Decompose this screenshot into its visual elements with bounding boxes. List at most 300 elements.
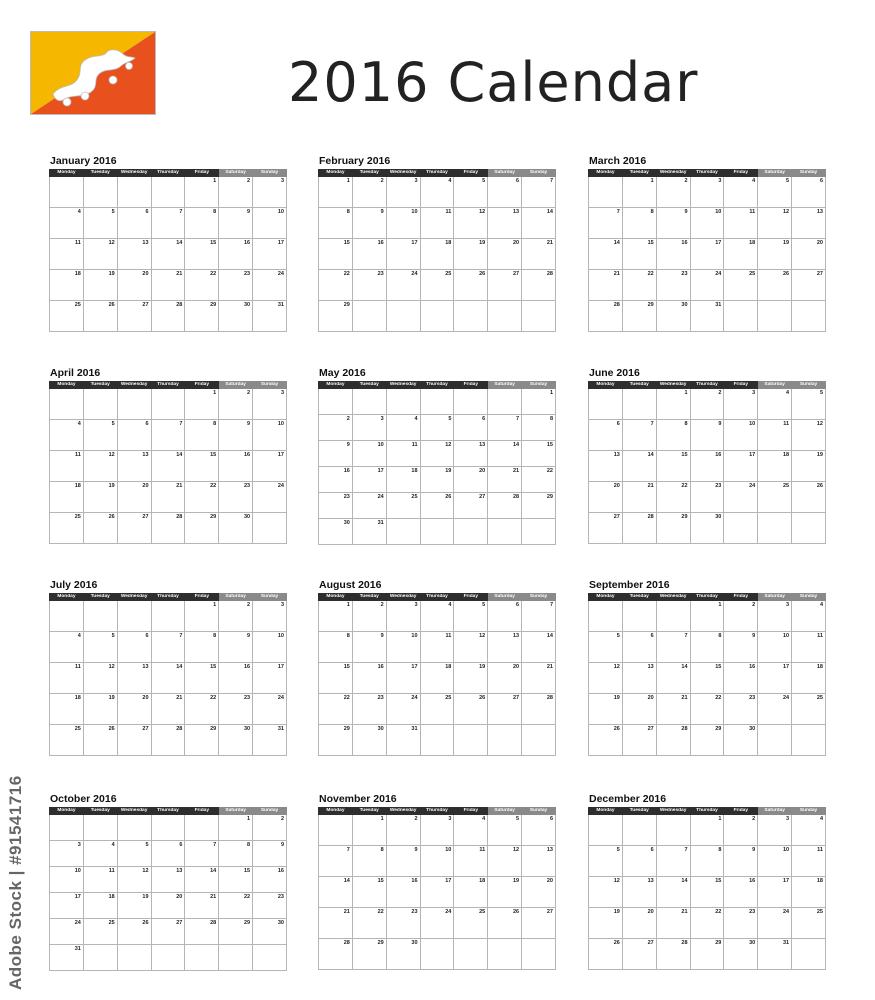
day-cell: 12 (488, 846, 522, 877)
day-cell: 25 (83, 919, 117, 945)
weekday-header: Wednesday (386, 594, 420, 601)
month-grid (588, 169, 826, 332)
day-cell: 27 (522, 908, 556, 939)
month-grid (318, 593, 556, 756)
month-grid (49, 807, 287, 971)
month-calendar (318, 367, 558, 545)
day-cell: 13 (117, 663, 151, 694)
day-cell: 28 (589, 301, 623, 332)
month-title: October 2016 (50, 793, 117, 805)
day-cell: 9 (724, 632, 758, 663)
day-cell: 16 (352, 239, 386, 270)
weekday-header: Thursday (690, 808, 724, 815)
day-cell: 8 (185, 208, 219, 239)
month-grid (49, 593, 287, 756)
weekday-header: Saturday (488, 170, 522, 177)
day-cell: 26 (117, 919, 151, 945)
day-cell: 15 (185, 239, 219, 270)
day-cell: 3 (758, 815, 792, 846)
day-cell (488, 939, 522, 970)
weekday-header: Thursday (151, 594, 185, 601)
weekday-header: Friday (185, 594, 219, 601)
bhutan-flag-icon (30, 31, 156, 115)
day-cell: 10 (253, 632, 287, 663)
day-cell: 31 (352, 519, 386, 545)
day-cell: 6 (454, 415, 488, 441)
day-cell: 25 (454, 908, 488, 939)
weekday-header: Thursday (690, 170, 724, 177)
day-cell (488, 725, 522, 756)
day-cell (386, 301, 420, 332)
day-cell: 25 (792, 694, 826, 725)
day-cell (386, 389, 420, 415)
day-cell: 25 (724, 270, 758, 301)
weekday-header: Sunday (253, 382, 287, 389)
day-cell: 26 (454, 270, 488, 301)
day-cell: 22 (622, 270, 656, 301)
day-cell: 17 (420, 877, 454, 908)
day-cell: 27 (488, 270, 522, 301)
day-cell: 2 (352, 601, 386, 632)
day-cell: 18 (50, 694, 84, 725)
day-cell: 10 (386, 208, 420, 239)
day-cell: 2 (690, 389, 724, 420)
day-cell: 11 (50, 663, 84, 694)
day-cell: 1 (185, 177, 219, 208)
day-cell: 20 (488, 663, 522, 694)
day-cell: 26 (758, 270, 792, 301)
weekday-header: Friday (185, 170, 219, 177)
day-cell: 27 (117, 301, 151, 332)
weekday-header: Friday (454, 170, 488, 177)
day-cell: 8 (656, 420, 690, 451)
day-cell: 14 (151, 239, 185, 270)
day-cell: 3 (724, 389, 758, 420)
day-cell: 26 (488, 908, 522, 939)
day-cell: 10 (253, 420, 287, 451)
day-cell: 15 (690, 877, 724, 908)
day-cell: 16 (386, 877, 420, 908)
weekday-header: Thursday (690, 594, 724, 601)
day-cell: 23 (352, 270, 386, 301)
day-cell: 4 (50, 208, 84, 239)
day-cell: 23 (724, 694, 758, 725)
day-cell: 2 (724, 601, 758, 632)
weekday-header: Wednesday (386, 170, 420, 177)
day-cell: 21 (319, 908, 353, 939)
day-cell: 10 (253, 208, 287, 239)
day-cell: 3 (253, 177, 287, 208)
day-cell: 2 (253, 815, 287, 841)
month-calendar (318, 155, 558, 332)
weekday-header: Thursday (420, 594, 454, 601)
day-cell (50, 177, 84, 208)
day-cell: 20 (151, 893, 185, 919)
day-cell: 29 (185, 301, 219, 332)
weekday-header: Thursday (151, 382, 185, 389)
watermark-text: Adobe Stock | #91541716 (6, 775, 25, 990)
day-cell: 12 (420, 441, 454, 467)
day-cell (792, 939, 826, 970)
day-cell: 23 (319, 493, 353, 519)
weekday-header: Saturday (758, 808, 792, 815)
day-cell: 18 (792, 877, 826, 908)
day-cell: 22 (690, 908, 724, 939)
day-cell: 15 (690, 663, 724, 694)
weekday-header: Sunday (792, 382, 826, 389)
weekday-header: Sunday (522, 382, 556, 389)
day-cell: 2 (319, 415, 353, 441)
day-cell (352, 301, 386, 332)
day-cell: 10 (386, 632, 420, 663)
weekday-header: Friday (724, 594, 758, 601)
day-cell: 29 (622, 301, 656, 332)
day-cell: 21 (589, 270, 623, 301)
day-cell (454, 301, 488, 332)
day-cell: 11 (50, 239, 84, 270)
day-cell: 24 (253, 482, 287, 513)
day-cell: 23 (724, 908, 758, 939)
month-calendar (49, 155, 289, 332)
day-cell: 29 (185, 725, 219, 756)
day-cell: 7 (151, 208, 185, 239)
day-cell: 3 (690, 177, 724, 208)
day-cell: 17 (386, 239, 420, 270)
day-cell: 3 (352, 415, 386, 441)
day-cell: 29 (319, 725, 353, 756)
weekday-header: Wednesday (117, 382, 151, 389)
day-cell: 18 (50, 482, 84, 513)
month-title: December 2016 (589, 793, 667, 805)
day-cell: 26 (589, 939, 623, 970)
day-cell: 5 (454, 177, 488, 208)
day-cell (151, 389, 185, 420)
day-cell: 6 (117, 420, 151, 451)
day-cell: 11 (792, 632, 826, 663)
day-cell: 1 (185, 389, 219, 420)
day-cell: 3 (386, 601, 420, 632)
day-cell: 27 (151, 919, 185, 945)
weekday-header: Saturday (758, 594, 792, 601)
month-grid (318, 381, 556, 545)
day-cell: 13 (117, 239, 151, 270)
month-grid (588, 593, 826, 756)
weekday-header: Monday (319, 170, 353, 177)
day-cell: 16 (319, 467, 353, 493)
day-cell: 17 (50, 893, 84, 919)
day-cell: 6 (622, 846, 656, 877)
day-cell: 11 (454, 846, 488, 877)
day-cell: 9 (352, 208, 386, 239)
day-cell: 27 (622, 939, 656, 970)
day-cell (488, 519, 522, 545)
day-cell: 17 (386, 663, 420, 694)
day-cell (83, 945, 117, 971)
day-cell: 27 (117, 725, 151, 756)
day-cell: 19 (420, 467, 454, 493)
day-cell: 28 (151, 513, 185, 544)
day-cell: 11 (50, 451, 84, 482)
day-cell: 25 (420, 694, 454, 725)
day-cell (151, 601, 185, 632)
day-cell: 18 (758, 451, 792, 482)
day-cell: 16 (724, 877, 758, 908)
day-cell: 3 (50, 841, 84, 867)
month-grid (588, 381, 826, 544)
day-cell (454, 519, 488, 545)
day-cell: 22 (185, 270, 219, 301)
weekday-header: Tuesday (352, 382, 386, 389)
month-title: September 2016 (589, 579, 670, 591)
day-cell: 8 (219, 841, 253, 867)
day-cell: 20 (792, 239, 826, 270)
day-cell: 17 (724, 451, 758, 482)
day-cell: 3 (386, 177, 420, 208)
day-cell: 22 (185, 694, 219, 725)
day-cell: 18 (792, 663, 826, 694)
day-cell: 5 (792, 389, 826, 420)
day-cell: 27 (454, 493, 488, 519)
day-cell (219, 945, 253, 971)
day-cell: 21 (656, 694, 690, 725)
day-cell: 15 (522, 441, 556, 467)
month-grid (318, 807, 556, 970)
day-cell: 6 (522, 815, 556, 846)
day-cell: 22 (319, 694, 353, 725)
day-cell (117, 389, 151, 420)
day-cell: 28 (622, 513, 656, 544)
day-cell: 28 (151, 301, 185, 332)
day-cell (185, 945, 219, 971)
day-cell: 26 (83, 301, 117, 332)
weekday-header: Wednesday (656, 808, 690, 815)
weekday-header: Monday (50, 170, 84, 177)
day-cell: 15 (219, 867, 253, 893)
day-cell: 29 (522, 493, 556, 519)
day-cell: 22 (185, 482, 219, 513)
day-cell: 15 (622, 239, 656, 270)
month-grid (49, 381, 287, 544)
day-cell: 7 (319, 846, 353, 877)
day-cell: 2 (219, 177, 253, 208)
month-calendar (588, 155, 828, 332)
day-cell: 10 (352, 441, 386, 467)
day-cell: 13 (151, 867, 185, 893)
weekday-header: Wednesday (117, 170, 151, 177)
day-cell: 4 (792, 815, 826, 846)
day-cell: 29 (219, 919, 253, 945)
day-cell: 18 (454, 877, 488, 908)
day-cell: 3 (253, 601, 287, 632)
day-cell: 10 (420, 846, 454, 877)
day-cell: 5 (454, 601, 488, 632)
day-cell: 9 (253, 841, 287, 867)
day-cell (151, 815, 185, 841)
day-cell (386, 519, 420, 545)
weekday-header: Saturday (219, 170, 253, 177)
day-cell (117, 815, 151, 841)
day-cell: 6 (589, 420, 623, 451)
day-cell (151, 177, 185, 208)
day-cell: 28 (185, 919, 219, 945)
day-cell (420, 519, 454, 545)
weekday-header: Monday (50, 808, 84, 815)
month-title: April 2016 (50, 367, 101, 379)
day-cell: 28 (656, 939, 690, 970)
day-cell: 1 (690, 815, 724, 846)
day-cell: 17 (758, 877, 792, 908)
day-cell: 28 (319, 939, 353, 970)
day-cell (758, 513, 792, 544)
day-cell: 21 (151, 270, 185, 301)
day-cell: 18 (50, 270, 84, 301)
day-cell: 16 (219, 663, 253, 694)
month-title: November 2016 (319, 793, 397, 805)
day-cell: 15 (656, 451, 690, 482)
day-cell: 25 (386, 493, 420, 519)
day-cell: 2 (724, 815, 758, 846)
day-cell: 25 (420, 270, 454, 301)
day-cell: 17 (690, 239, 724, 270)
day-cell: 5 (83, 420, 117, 451)
day-cell: 1 (690, 601, 724, 632)
day-cell: 20 (488, 239, 522, 270)
weekday-header: Saturday (219, 594, 253, 601)
day-cell: 23 (352, 694, 386, 725)
weekday-header: Sunday (522, 808, 556, 815)
day-cell: 19 (117, 893, 151, 919)
day-cell: 21 (151, 482, 185, 513)
day-cell: 17 (352, 467, 386, 493)
day-cell: 12 (83, 663, 117, 694)
day-cell: 8 (622, 208, 656, 239)
day-cell: 5 (589, 846, 623, 877)
day-cell: 11 (420, 632, 454, 663)
day-cell: 18 (386, 467, 420, 493)
day-cell: 21 (522, 663, 556, 694)
day-cell: 14 (656, 877, 690, 908)
day-cell: 29 (352, 939, 386, 970)
day-cell: 15 (352, 877, 386, 908)
day-cell: 31 (253, 301, 287, 332)
day-cell: 20 (117, 482, 151, 513)
month-calendar (49, 367, 289, 544)
day-cell: 14 (488, 441, 522, 467)
weekday-header: Thursday (420, 808, 454, 815)
day-cell: 1 (319, 177, 353, 208)
day-cell: 14 (151, 663, 185, 694)
day-cell: 28 (488, 493, 522, 519)
day-cell: 24 (352, 493, 386, 519)
day-cell: 7 (522, 601, 556, 632)
day-cell: 22 (690, 694, 724, 725)
day-cell (117, 601, 151, 632)
day-cell: 4 (83, 841, 117, 867)
day-cell: 7 (656, 846, 690, 877)
weekday-header: Monday (319, 594, 353, 601)
day-cell: 20 (117, 694, 151, 725)
day-cell: 19 (83, 694, 117, 725)
day-cell: 12 (83, 451, 117, 482)
day-cell: 30 (352, 725, 386, 756)
day-cell: 4 (420, 177, 454, 208)
weekday-header: Thursday (690, 382, 724, 389)
day-cell: 25 (50, 301, 84, 332)
day-cell: 20 (622, 694, 656, 725)
day-cell: 17 (253, 451, 287, 482)
day-cell: 13 (488, 632, 522, 663)
day-cell: 2 (386, 815, 420, 846)
day-cell: 25 (50, 725, 84, 756)
weekday-header: Sunday (253, 170, 287, 177)
day-cell: 19 (83, 270, 117, 301)
day-cell (724, 301, 758, 332)
day-cell: 29 (319, 301, 353, 332)
day-cell: 26 (454, 694, 488, 725)
weekday-header: Monday (589, 594, 623, 601)
day-cell: 23 (219, 694, 253, 725)
weekday-header: Sunday (253, 808, 287, 815)
month-title: May 2016 (319, 367, 366, 379)
weekday-header: Tuesday (83, 594, 117, 601)
day-cell: 24 (690, 270, 724, 301)
weekday-header: Tuesday (622, 170, 656, 177)
month-grid (49, 169, 287, 332)
weekday-header: Tuesday (622, 382, 656, 389)
day-cell: 5 (758, 177, 792, 208)
day-cell: 8 (185, 420, 219, 451)
day-cell: 4 (792, 601, 826, 632)
day-cell: 12 (117, 867, 151, 893)
day-cell: 26 (83, 725, 117, 756)
day-cell: 6 (488, 177, 522, 208)
day-cell: 9 (219, 632, 253, 663)
month-calendar (49, 579, 289, 756)
day-cell: 13 (622, 877, 656, 908)
day-cell: 22 (352, 908, 386, 939)
weekday-header: Saturday (488, 808, 522, 815)
day-cell: 1 (185, 601, 219, 632)
weekday-header: Friday (454, 594, 488, 601)
day-cell: 18 (420, 239, 454, 270)
day-cell: 13 (589, 451, 623, 482)
day-cell (454, 939, 488, 970)
day-cell: 23 (219, 270, 253, 301)
weekday-header: Monday (589, 382, 623, 389)
day-cell: 16 (253, 867, 287, 893)
day-cell: 7 (656, 632, 690, 663)
weekday-header: Friday (724, 170, 758, 177)
day-cell: 12 (758, 208, 792, 239)
day-cell: 10 (690, 208, 724, 239)
day-cell: 10 (758, 846, 792, 877)
day-cell: 24 (50, 919, 84, 945)
day-cell: 18 (83, 893, 117, 919)
day-cell: 16 (724, 663, 758, 694)
day-cell: 1 (656, 389, 690, 420)
day-cell: 15 (185, 663, 219, 694)
day-cell: 19 (792, 451, 826, 482)
day-cell (185, 815, 219, 841)
month-title: August 2016 (319, 579, 382, 591)
weekday-header: Friday (724, 382, 758, 389)
day-cell: 14 (522, 208, 556, 239)
day-cell: 10 (758, 632, 792, 663)
day-cell: 26 (792, 482, 826, 513)
day-cell: 24 (724, 482, 758, 513)
day-cell: 30 (724, 725, 758, 756)
day-cell: 5 (488, 815, 522, 846)
